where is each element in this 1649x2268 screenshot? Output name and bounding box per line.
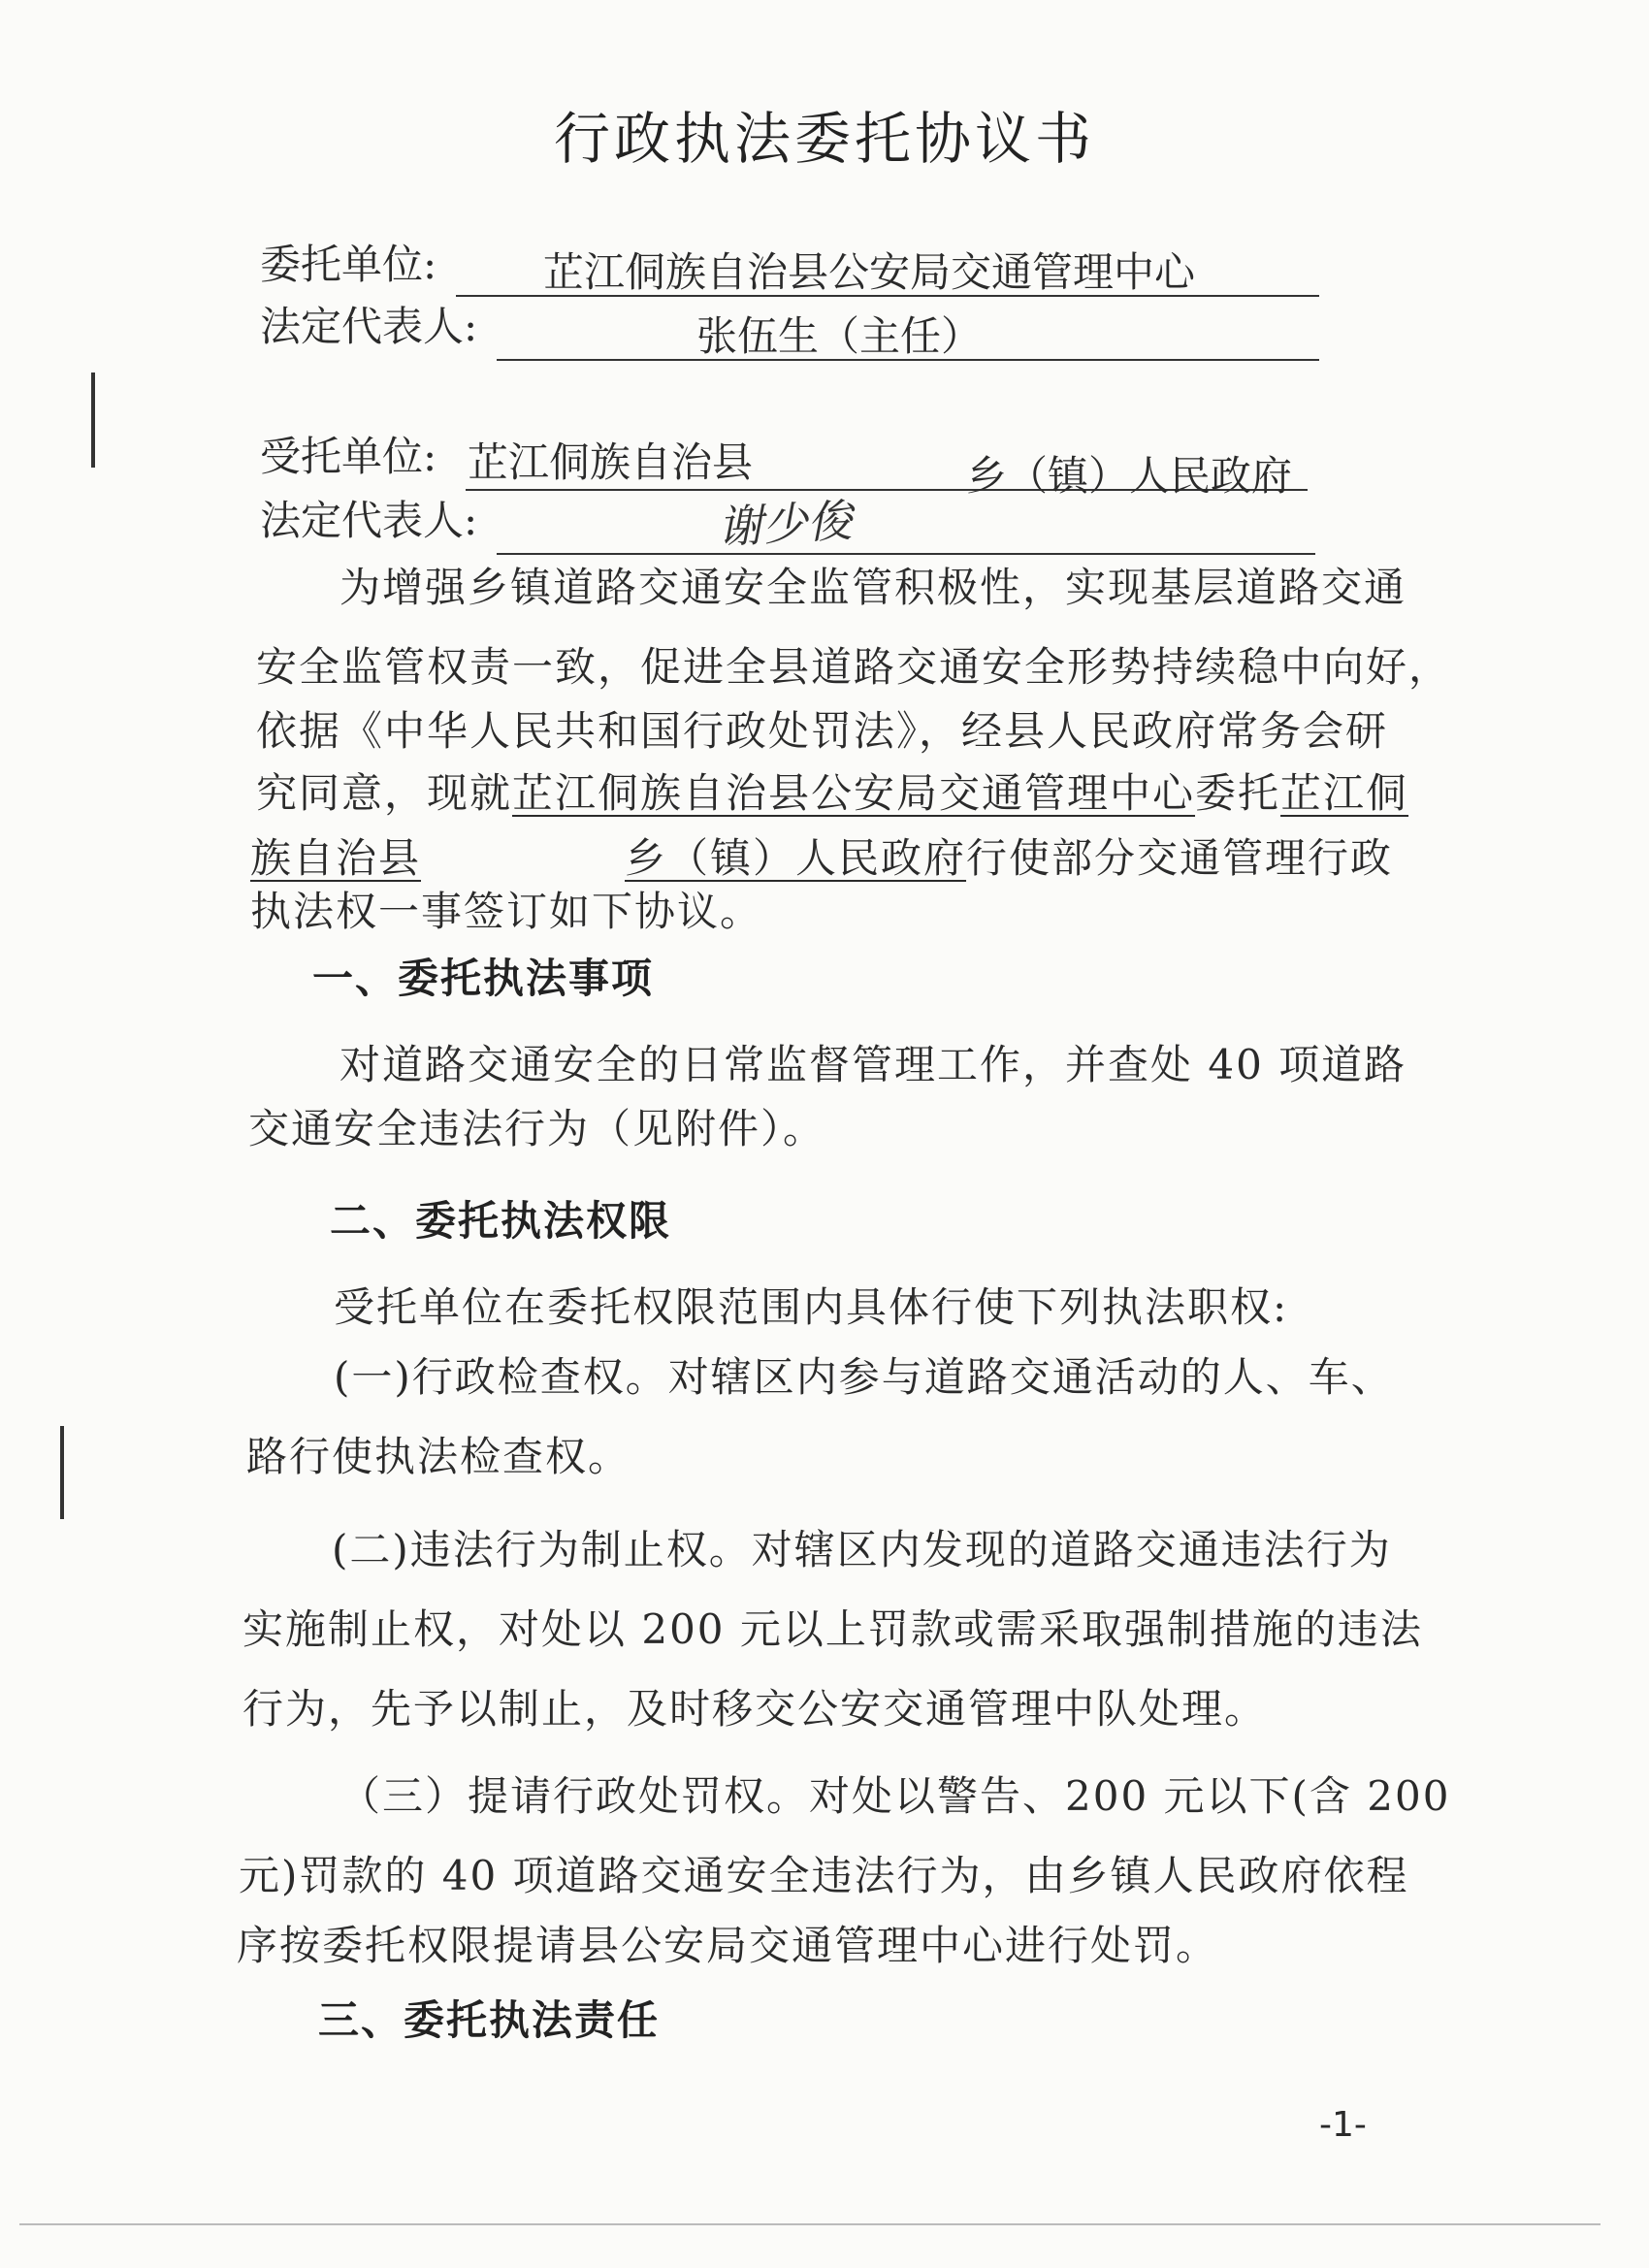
section-2-item-2-line-2: 实施制止权，对处以 200 元以上罚款或需采取强制措施的违法 [242,1605,1423,1653]
intro-line-5-a: 族自治县 [250,834,422,882]
legal-rep-label-1: 法定代表人: [260,303,478,350]
section-2-item-1-line-2: 路行使执法检查权。 [246,1433,631,1480]
legal-rep-line-2 [497,502,1315,555]
intro-line-4-a: 究同意，现就 [256,769,513,817]
entrusting-unit-label: 委托单位: [260,241,437,288]
intro-line-6: 执法权一事签订如下协议。 [250,888,763,935]
entrusted-unit-suffix: 乡（镇）人民政府 [966,452,1293,500]
intro-line-2: 安全监管权责一致，促进全县道路交通安全形势持续稳中向好， [256,643,1452,691]
section-2-item-3-line-3: 序按委托权限提请县公安局交通管理中心进行处罚。 [237,1922,1219,1969]
document-title: 行政执法委托协议书 [553,106,1095,172]
legal-rep-value-1: 张伍生（主任） [696,312,983,360]
intro-line-4-entrusted: 芷江侗 [1280,769,1409,817]
section-1-line-2: 交通安全违法行为（见附件）。 [248,1105,826,1152]
section-1-line-1: 对道路交通安全的日常监督管理工作，并查处 40 项道路 [340,1041,1407,1088]
intro-line-5-b: 乡（镇）人民政府 [625,834,967,882]
entrusted-unit-county: 芷江侗族自治县 [468,438,754,486]
intro-line-4-entrusting: 芷江侗族自治县公安局交通管理中心 [512,769,1196,817]
section-2-item-1-line-1: (一)行政检查权。对辖区内参与道路交通活动的人、车、 [334,1353,1394,1401]
bottom-rule [19,2223,1600,2225]
margin-mark-bottom [60,1426,64,1519]
section-2-item-3-line-1: （三）提请行政处罚权。对处以警告、200 元以下(含 200 [340,1772,1451,1820]
entrusting-unit-value: 芷江侗族自治县公安局交通管理中心 [543,248,1196,296]
handwritten-signature: 谢少俊 [716,494,854,554]
section-1-heading: 一、委托执法事项 [312,955,655,1002]
intro-line-1: 为增强乡镇道路交通安全监管积极性，实现基层道路交通 [340,564,1407,611]
entrusted-unit-label: 受托单位: [260,433,437,480]
section-2-intro: 受托单位在委托权限范围内具体行使下列执法职权: [334,1283,1289,1331]
section-2-item-2-line-1: (二)违法行为制止权。对辖区内发现的道路交通违法行为 [332,1526,1392,1573]
section-2-heading: 二、委托执法权限 [330,1197,672,1245]
margin-mark-top [91,373,95,468]
section-2-item-2-line-3: 行为，先予以制止，及时移交公安交通管理中队处理。 [242,1685,1268,1733]
section-3-heading: 三、委托执法责任 [318,1996,661,2044]
page-number: -1- [1319,2105,1367,2145]
intro-line-4-c: 委托 [1195,769,1281,817]
section-2-item-3-line-2: 元)罚款的 40 项道路交通安全违法行为，由乡镇人民政府依程 [239,1852,1409,1899]
intro-line-3: 依据《中华人民共和国行政处罚法》，经县人民政府常务会研 [256,707,1389,755]
legal-rep-label-2: 法定代表人: [260,497,478,544]
intro-line-5-c: 行使部分交通管理行政 [966,834,1394,882]
